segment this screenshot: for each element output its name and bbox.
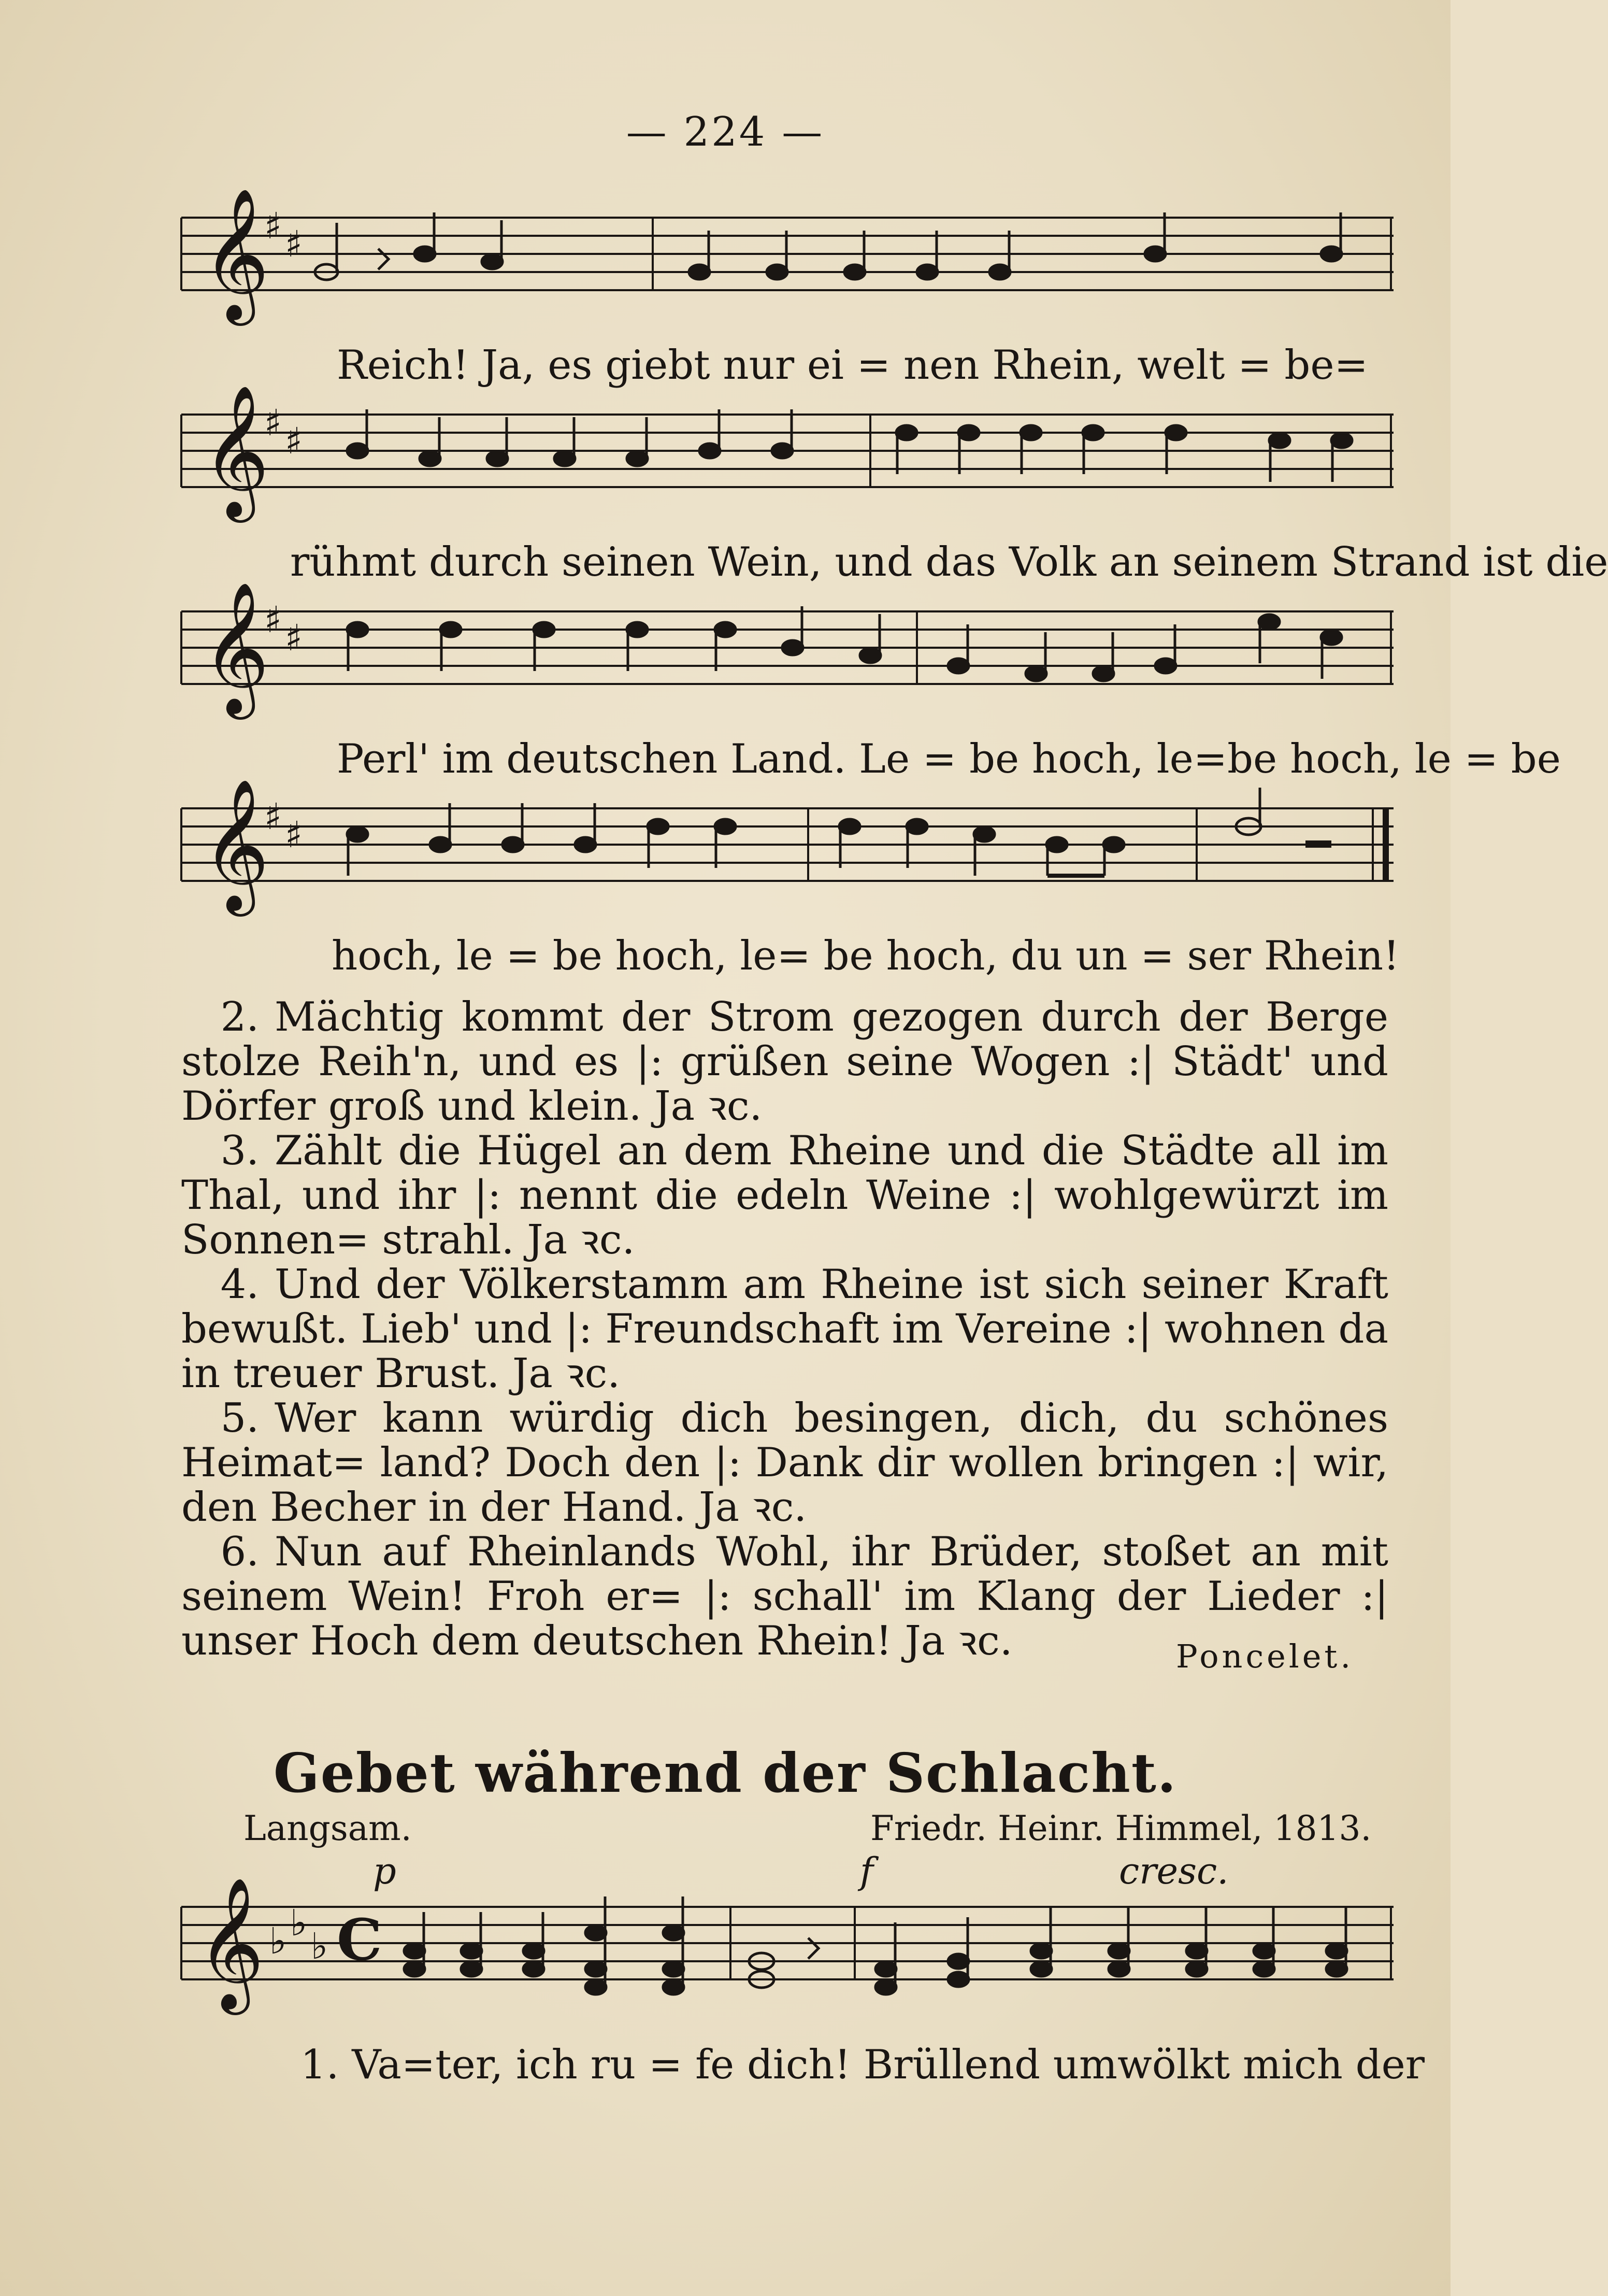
lyric-line-1: Reich! Ja, es giebt nur ei = nen Rhein, welt = be= [337,342,1368,389]
dynamic-piano: p [373,1850,396,1892]
lyric-line-4: hoch, le = be hoch, le= be hoch, du un = ser Rhein! [332,933,1400,979]
dynamic-forte: f [860,1850,873,1892]
svg-text:𝄞: 𝄞 [202,581,270,714]
verse-4: 4. Und der Völkerstamm am Rheine ist sich seiner Kraft bewußt. Lieb' und |: Freundschaft im Vereine :| wohnen da in treuer Brust. Ja ꝛc. [181,1261,1388,1397]
svg-text:♯: ♯ [264,402,282,444]
dynamic-crescendo: cresc. [1119,1850,1229,1892]
svg-text:♯: ♯ [285,814,303,856]
svg-text:♯: ♯ [285,617,303,659]
composer: Friedr. Heinr. Himmel, 1813. [870,1808,1372,1848]
svg-text:♯: ♯ [285,420,303,462]
music-staff-1 [181,187,1394,337]
svg-text:𝄞: 𝄞 [202,778,270,910]
music-staff-4 [181,778,1394,928]
svg-text:𝄞: 𝄞 [197,1876,265,2009]
svg-text:♭: ♭ [311,1925,328,1967]
verse-6: 6. Nun auf Rheinlands Wohl, ihr Brüder, stoßet an mit seinem Wein! Froh er= |: schall' im Klang der Lieder :| unser Hoch dem deutschen Rhein! Ja ꝛc. [181,1529,1388,1664]
page-number: — 224 — [626,109,825,155]
svg-text:𝄞: 𝄞 [202,384,270,517]
music-staff-5 [181,1876,1394,2036]
svg-text:C: C [337,1906,382,1973]
tempo-marking: Langsam. [243,1808,412,1848]
verse-3: 3. Zählt die Hügel an dem Rheine und die Städte all im Thal, und ihr |: nennt die edeln Weine :| wohlgewürzt im Sonnen= strahl. Ja ꝛc. [181,1128,1388,1263]
svg-text:♯: ♯ [264,795,282,838]
svg-text:♭: ♭ [290,1902,308,1944]
lyric-line-5: 1. Va=ter, ich ru = fe dich! Brüllend umwölkt mich der [300,2042,1425,2088]
svg-text:𝄞: 𝄞 [202,187,270,320]
music-staff-3 [181,581,1394,731]
verses [181,995,1388,1663]
verse-2: 2. Mächtig kommt der Strom gezogen durch der Berge stolze Reih'n, und es |: grüßen seine Wogen :| Städt' und Dörfer groß und klein. Ja ꝛc. [181,994,1388,1130]
lyric-line-2: rühmt durch seinen Wein, und das Volk an seinem Strand ist die [290,539,1608,586]
song-title: Gebet während der Schlacht. [273,1741,1178,1805]
music-staff-2 [181,384,1394,534]
svg-text:♯: ♯ [264,598,282,641]
svg-text:♯: ♯ [285,223,303,265]
svg-text:♭: ♭ [269,1920,287,1962]
verse-5: 5. Wer kann würdig dich besingen, dich, du schönes Heimat= land? Doch den |: Dank dir wollen bringen :| wir, den Becher in der Hand. Ja ꝛc. [181,1395,1388,1531]
svg-text:♯: ♯ [264,205,282,247]
author-poncelet: Poncelet. [1176,1637,1354,1675]
lyric-line-3: Perl' im deutschen Land. Le = be hoch, le=be hoch, le = be [337,736,1561,782]
